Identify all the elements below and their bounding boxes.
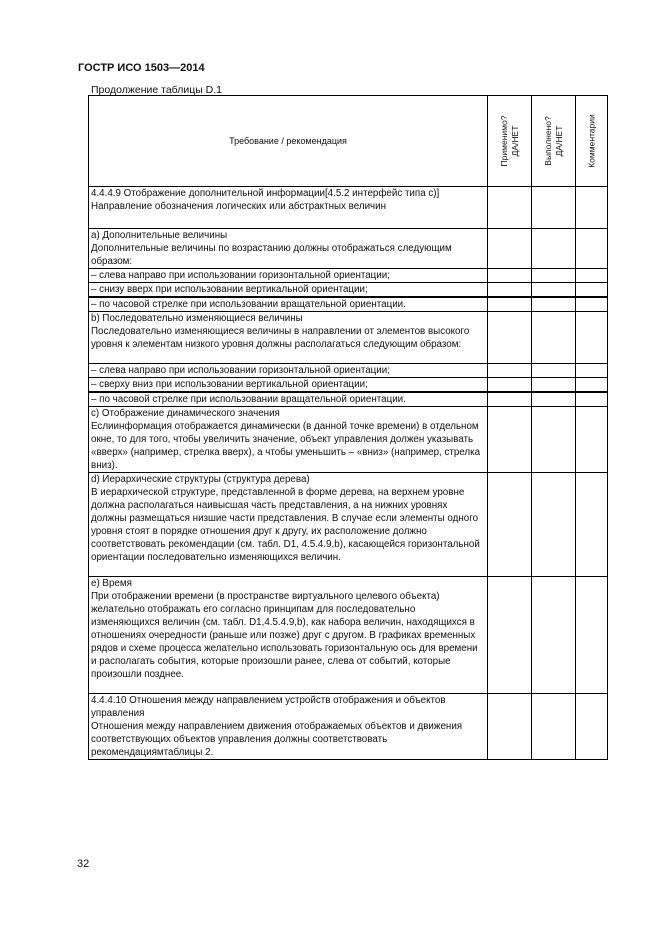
header-applicable: Применимо? ДА/НЕТ [488,96,532,187]
header-requirement: Требование / рекомендация [89,96,488,187]
table-row [89,694,608,760]
table-row [89,378,608,393]
table-row [89,364,608,378]
row-text: с) Отображение динамического значения Еслиинформация отображается динамически (в данной точке времени) в отдельном окне, то для того, чтобы увеличить значение, объект управления должен указывать «вверх» (например, стрелка вверх), а чтобы уменьшить – «вниз» (например, стрелка вниз). [89,407,488,473]
header-done: Выполнено? ДА/НЕТ [532,96,576,187]
table-row [89,577,608,694]
row-text: d) Иерархические структуры (структура дерева) В иерархической структуре, представленной в форме дерева, на верхнем уровне должна располагаться наивысшая часть представления, а на нижних уровнях должны размещаться низшие части представления. В случае если элементы одного уровня стоят в порядке отношения друг к другу, их расположение должно соответствовать рекомендации (см. табл. D1, 4.5.4.9,b), касающейся горизонтальной ориентации последовательно изменяющихся величин. [89,473,488,577]
row-text: 4.4.4.10 Отношения между направлением устройств отображения и объектов управления Отношения между направлением движения отображаемых объектов и движения соответствующих объектов управления должны соответствовать рекомендациямтаблицы 2. [89,694,488,760]
table-row [89,392,608,407]
table-row [89,297,608,312]
row-text: – слева направо при использовании горизонтальной ориентации; [89,364,488,378]
row-text: – слева направо при использовании горизонтальной ориентации; [89,269,488,283]
table-header-row [89,96,608,187]
row-text: – сверху вниз при использовании вертикальной ориентации; [89,378,488,393]
table-row [89,187,608,229]
row-text: 4.4.4.9 Отображение дополнительной информации[4.5.2 интерфейс типа с)] Направление обозначения логических или абстрактных величин [89,187,488,229]
table-row [89,407,608,473]
table-row [89,283,608,298]
table-continuation-label: Продолжение таблицы D.1 [91,84,223,96]
table-row [89,229,608,269]
table-row [89,269,608,283]
requirements-table [88,95,608,760]
row-text: а) Дополнительные величины Дополнительные величины по возрастанию должны отображаться следующим образом: [89,229,488,269]
row-text: b) Последовательно изменяющиеся величины Последовательно изменяющиеся величины в направлении от элементов высокого уровня к элементам низкого уровня должны располагаться следующим образом: [89,312,488,364]
standard-header: ГОСТР ИСО 1503—2014 [78,62,205,74]
table-row [89,473,608,577]
row-text: е) Время При отображении времени (в пространстве виртуального целевого объекта) желательно отображать его согласно принципам для последовательно изменяющихся величин (см. табл. D1,4.5.4.9,b), как набора величин, находящихся в отношениях очередности (раньше или позже) друг с другом. В графиках временных рядов и схеме процесса желательно использовать горизонтальную ось для времени и располагать события, которые произошли ранее, слева от событий, которые произошли позднее. [89,577,488,694]
table-row [89,312,608,364]
row-text: – снизу вверх при использовании вертикальной ориентации; [89,283,488,298]
header-comments: Комментарии [576,96,608,187]
row-text: – по часовой стрелке при использовании вращательной ориентации. [89,297,488,312]
page-number: 32 [77,858,90,870]
row-text: – по часовой стрелке при использовании вращательной ориентации. [89,392,488,407]
